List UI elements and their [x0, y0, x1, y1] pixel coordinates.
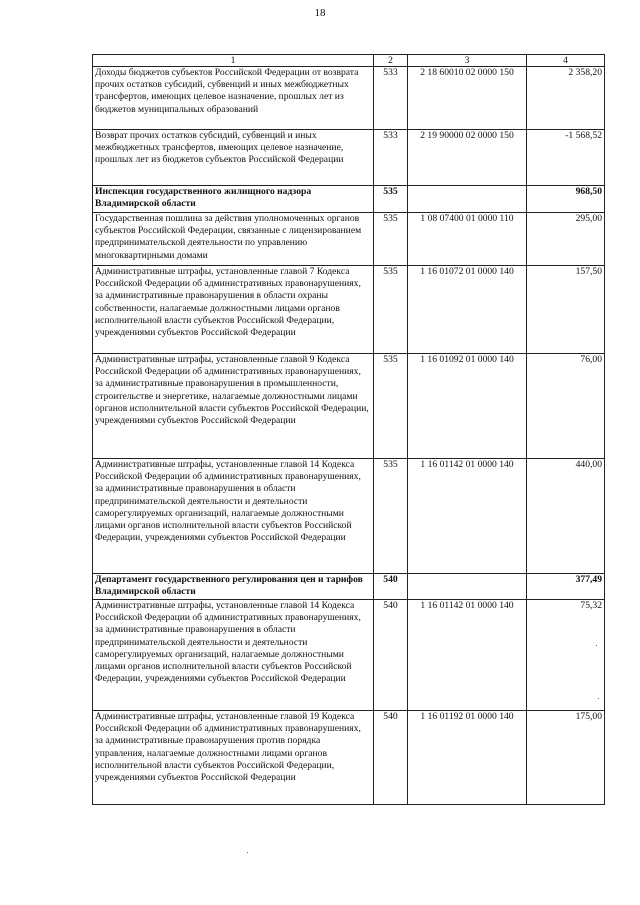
- table-row: [93, 600, 605, 711]
- row-cbc-cell: 1 16 01142 01 0000 140: [408, 600, 527, 711]
- row-amount-cell: 175,00: [527, 711, 605, 805]
- row-name-cell: Инспекция государственного жилищного надзора Владимирской области: [93, 186, 374, 213]
- row-name-cell: Административные штрафы, установленные главой 19 Кодекса Российской Федерации об административных правонарушениях, за административные правонарушения против порядка управления, налагаемые должностными лицами органов исполнительной власти субъектов Российской Федерации, учреждениями субъектов Российской Федерации: [93, 711, 374, 805]
- row-code-cell: 535: [374, 354, 408, 459]
- table-row: [93, 213, 605, 266]
- row-code-cell: 535: [374, 186, 408, 213]
- row-amount-cell: 440,00: [527, 459, 605, 574]
- row-cbc-cell: 1 16 01092 01 0000 140: [408, 354, 527, 459]
- row-amount-cell: -1 568,52: [527, 130, 605, 186]
- row-amount-cell: 157,50: [527, 266, 605, 354]
- header-cell-3: 3: [408, 55, 527, 67]
- table-row: [93, 67, 605, 130]
- table-row: [93, 459, 605, 574]
- row-code-cell: 540: [374, 711, 408, 805]
- scan-speck: [596, 645, 597, 646]
- row-amount-cell: 968,50: [527, 186, 605, 213]
- row-cbc-cell: 2 19 90000 02 0000 150: [408, 130, 527, 186]
- row-code-cell: 540: [374, 574, 408, 600]
- scan-speck: [598, 698, 599, 699]
- table-row: [93, 186, 605, 213]
- row-cbc-cell: 2 18 60010 02 0000 150: [408, 67, 527, 130]
- row-code-cell: 535: [374, 266, 408, 354]
- page-number: 18: [314, 7, 326, 19]
- table-row: [93, 354, 605, 459]
- row-cbc-cell: 1 16 01142 01 0000 140: [408, 459, 527, 574]
- row-amount-cell: 377,49: [527, 574, 605, 600]
- row-cbc-cell: 1 08 07400 01 0000 110: [408, 213, 527, 266]
- row-amount-cell: 2 358,20: [527, 67, 605, 130]
- row-amount-cell: 76,00: [527, 354, 605, 459]
- table-row: [93, 266, 605, 354]
- header-cell-1: 1: [93, 55, 374, 67]
- row-code-cell: 533: [374, 130, 408, 186]
- row-cbc-cell: 1 16 01192 01 0000 140: [408, 711, 527, 805]
- table-row: [93, 711, 605, 805]
- row-cbc-cell: [408, 574, 527, 600]
- row-name-cell: Административные штрафы, установленные главой 14 Кодекса Российской Федерации об административных правонарушениях, за административные правонарушения в области предпринимательской деятельности и деятельности саморегулируемых организаций, налагаемые должностными лицами органов исполнительной власти субъектов Российской Федерации, учреждениями субъектов Российской Федерации: [93, 459, 374, 574]
- row-name-cell: Административные штрафы, установленные главой 14 Кодекса Российской Федерации об административных правонарушениях, за административные правонарушения в области предпринимательской деятельности и деятельности саморегулируемых организаций, налагаемые должностными лицами органов исполнительной власти субъектов Российской Федерации, учреждениями субъектов Российской Федерации: [93, 600, 374, 711]
- row-code-cell: 535: [374, 213, 408, 266]
- scan-speck: [247, 852, 248, 853]
- row-cbc-cell: [408, 186, 527, 213]
- row-name-cell: Государственная пошлина за действия уполномоченных органов субъектов Российской Федерации, связанные с лицензированием предпринимательской деятельности по управлению многоквартирными домами: [93, 213, 374, 266]
- revenue-table: [92, 54, 605, 805]
- row-code-cell: 540: [374, 600, 408, 711]
- row-name-cell: Административные штрафы, установленные главой 9 Кодекса Российской Федерации об административных правонарушениях, за административные правонарушения в промышленности, строительстве и энергетике, налагаемые должностными лицами органов исполнительной власти субъектов Российской Федерации, учреждениями субъектов Российской Федерации: [93, 354, 374, 459]
- row-name-cell: Доходы бюджетов субъектов Российской Федерации от возврата прочих остатков субсидий, субвенций и иных межбюджетных трансфертов, имеющих целевое назначение, прошлых лет из бюджетов муниципальных образований: [93, 67, 374, 130]
- row-amount-cell: 295,00: [527, 213, 605, 266]
- row-name-cell: Административные штрафы, установленные главой 7 Кодекса Российской Федерации об административных правонарушениях, за административные правонарушения в области охраны собственности, налагаемые должностными лицами органов исполнительной власти субъектов Российской Федерации, учреждениями субъектов Российской Федерации: [93, 266, 374, 354]
- table-row: [93, 130, 605, 186]
- header-cell-2: 2: [374, 55, 408, 67]
- row-code-cell: 535: [374, 459, 408, 574]
- row-amount-cell: 75,32: [527, 600, 605, 711]
- row-name-cell: Возврат прочих остатков субсидий, субвенций и иных межбюджетных трансфертов, имеющих целевое назначение, прошлых лет из бюджетов субъектов Российской Федерации: [93, 130, 374, 186]
- table-header-row: [93, 55, 605, 67]
- table-row: [93, 574, 605, 600]
- row-cbc-cell: 1 16 01072 01 0000 140: [408, 266, 527, 354]
- row-code-cell: 533: [374, 67, 408, 130]
- header-cell-4: 4: [527, 55, 605, 67]
- row-name-cell: Департамент государственного регулирования цен и тарифов Владимирской области: [93, 574, 374, 600]
